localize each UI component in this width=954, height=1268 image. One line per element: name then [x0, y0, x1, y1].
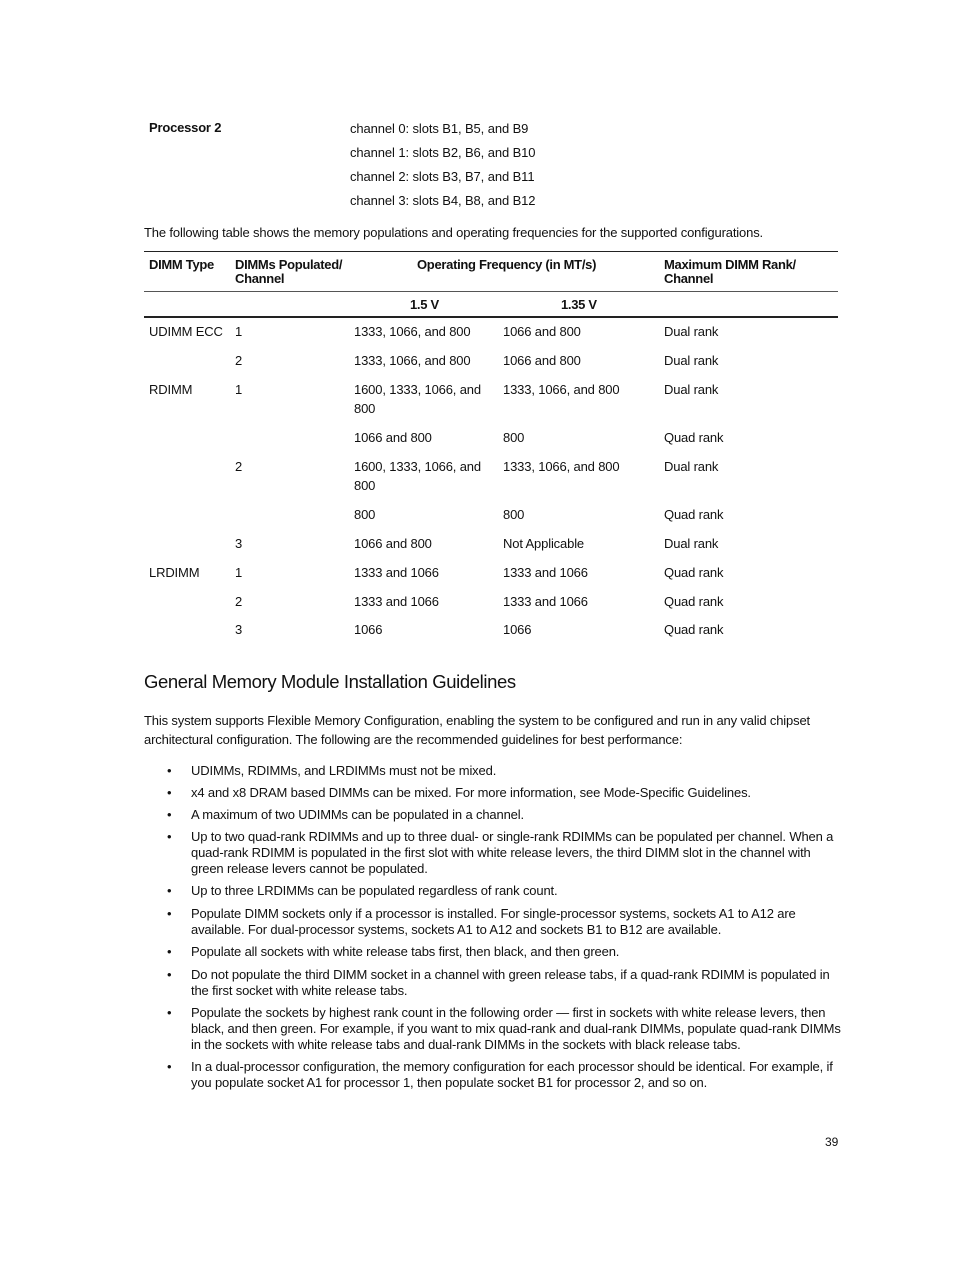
- cell-1-5v: 1066: [354, 622, 383, 637]
- cell-1-5v: 800: [354, 507, 376, 522]
- cell-dimms: 2: [235, 353, 243, 368]
- header-operating-frequency: Operating Frequency (in MT/s): [417, 257, 597, 272]
- list-item-text: Do not populate the third DIMM socket in a channel with green release tabs, if a quad-rank RDIMM is populated in the first socket with white release tabs.: [191, 967, 830, 998]
- cell-rank: Dual rank: [664, 353, 719, 368]
- cell-rank: Quad rank: [664, 565, 724, 580]
- section-paragraph: This system supports Flexible Memory Configuration, enabling the system to be configured and run in any valid chipset architectural configuration. The following are the recommended guidelines for best performance:: [144, 713, 811, 747]
- list-item: [166, 883, 846, 899]
- header-divider: [144, 291, 838, 292]
- cell-1-5v: 1333, 1066, and 800: [354, 324, 471, 339]
- header-1-35v: 1.35 V: [561, 297, 597, 312]
- cell-rank: Quad rank: [664, 622, 724, 637]
- list-item: [166, 967, 846, 999]
- list-item-text: Up to three LRDIMMs can be populated regardless of rank count.: [191, 883, 558, 898]
- header-1-5v: 1.5 V: [410, 297, 439, 312]
- bullet-icon: •: [167, 829, 172, 844]
- table-top-rule: [144, 251, 838, 252]
- cell-rank: Dual rank: [664, 459, 719, 474]
- cell-1-5v: 1333, 1066, and 800: [354, 353, 471, 368]
- header-bottom-rule: [144, 316, 838, 318]
- bullet-icon: •: [167, 763, 172, 778]
- cell-dimms: 2: [235, 459, 243, 474]
- cell-1-35v: 800: [503, 507, 525, 522]
- channel-item: channel 0: slots B1, B5, and B9: [350, 121, 529, 136]
- cell-rank: Quad rank: [664, 594, 724, 609]
- cell-1-35v: 1066 and 800: [503, 353, 581, 368]
- cell-rank: Quad rank: [664, 430, 724, 445]
- cell-1-35v: 1066: [503, 622, 532, 637]
- cell-1-35v: 1066 and 800: [503, 324, 581, 339]
- list-item-text: x4 and x8 DRAM based DIMMs can be mixed. For more information, see Mode-Specific Guidelines.: [191, 785, 751, 800]
- cell-1-5v: 1333 and 1066: [354, 594, 439, 609]
- cell-type: LRDIMM: [149, 565, 200, 580]
- cell-1-5v: 1333 and 1066: [354, 565, 439, 580]
- header-dimms-per-channel: DIMMs Populated/ Channel: [235, 257, 343, 286]
- list-item-text: UDIMMs, RDIMMs, and LRDIMMs must not be mixed.: [191, 763, 497, 778]
- list-item: [166, 829, 846, 877]
- processor-label: Processor 2: [149, 120, 222, 135]
- cell-rank: Quad rank: [664, 507, 724, 522]
- cell-type: RDIMM: [149, 382, 193, 397]
- bullet-icon: •: [167, 883, 172, 898]
- cell-dimms: 1: [235, 324, 243, 339]
- channel-item: channel 3: slots B4, B8, and B12: [350, 193, 536, 208]
- cell-1-5v: 1066 and 800: [354, 536, 432, 551]
- cell-dimms: 1: [235, 565, 243, 580]
- bullet-icon: •: [167, 906, 172, 921]
- guidelines-list: [166, 763, 846, 1091]
- cell-1-35v: 1333 and 1066: [503, 565, 588, 580]
- cell-1-5v: 1066 and 800: [354, 430, 432, 445]
- list-item: [166, 807, 846, 823]
- cell-1-35v: 1333, 1066, and 800: [503, 382, 620, 397]
- cell-rank: Dual rank: [664, 324, 719, 339]
- list-item-text: Populate all sockets with white release tabs first, then black, and then green.: [191, 944, 620, 959]
- cell-dimms: 1: [235, 382, 243, 397]
- bullet-icon: •: [167, 967, 172, 982]
- list-item: [166, 785, 846, 801]
- list-item: [166, 944, 846, 960]
- list-item-text: A maximum of two UDIMMs can be populated in a channel.: [191, 807, 524, 822]
- channel-item: channel 2: slots B3, B7, and B11: [350, 169, 535, 184]
- list-item: [166, 1005, 846, 1053]
- section-heading: General Memory Module Installation Guidelines: [144, 671, 516, 692]
- list-item-text: Populate the sockets by highest rank count in the following order — first in sockets with white release levers, then black, and then green. For example, if you want to mix quad-rank and dual-rank DIMMs, populate quad-rank DIMMs in the sockets with white release tabs and dual-rank DIMMs in the sockets with black release tabs.: [191, 1005, 841, 1052]
- bullet-icon: •: [167, 1059, 172, 1074]
- cell-1-35v: Not Applicable: [503, 536, 585, 551]
- page-number: 39: [825, 1135, 839, 1149]
- list-item-text: Up to two quad-rank RDIMMs and up to three dual- or single-rank RDIMMs can be populated per channel. When a quad-rank RDIMM is populated in the first slot with white release levers, the third DIMM slot in the channel with green release levers cannot be populated.: [191, 829, 834, 876]
- cell-dimms: 3: [235, 536, 243, 551]
- list-item: [166, 906, 846, 938]
- bullet-icon: •: [167, 785, 172, 800]
- cell-rank: Dual rank: [664, 382, 719, 397]
- channel-item: channel 1: slots B2, B6, and B10: [350, 145, 536, 160]
- list-item: [166, 1059, 846, 1091]
- cell-rank: Dual rank: [664, 536, 719, 551]
- bullet-icon: •: [167, 1005, 172, 1020]
- cell-1-35v: 1333 and 1066: [503, 594, 588, 609]
- cell-type: UDIMM ECC: [149, 324, 223, 339]
- cell-dimms: 2: [235, 594, 243, 609]
- list-item: [166, 763, 846, 779]
- list-item-text: Populate DIMM sockets only if a processor is installed. For single-processor systems, sockets A1 to A12 are available. For dual-processor systems, sockets A1 to A12 and sockets B1 to B12 are available.: [191, 906, 796, 937]
- bullet-icon: •: [167, 944, 172, 959]
- channel-list: [350, 120, 535, 216]
- cell-dimms: 3: [235, 622, 243, 637]
- header-dimm-type: DIMM Type: [149, 257, 214, 272]
- cell-1-35v: 1333, 1066, and 800: [503, 459, 620, 474]
- table-intro: The following table shows the memory populations and operating frequencies for the supported configurations.: [144, 225, 764, 240]
- cell-1-5v: 1600, 1333, 1066, and 800: [354, 382, 481, 416]
- header-max-rank: Maximum DIMM Rank/ Channel: [664, 257, 796, 286]
- cell-1-35v: 800: [503, 430, 525, 445]
- list-item-text: In a dual-processor configuration, the memory configuration for each processor should be identical. For example, if you populate socket A1 for processor 1, then populate socket B1 for processor 2, and so on.: [191, 1059, 833, 1090]
- bullet-icon: •: [167, 807, 172, 822]
- cell-1-5v: 1600, 1333, 1066, and 800: [354, 459, 481, 493]
